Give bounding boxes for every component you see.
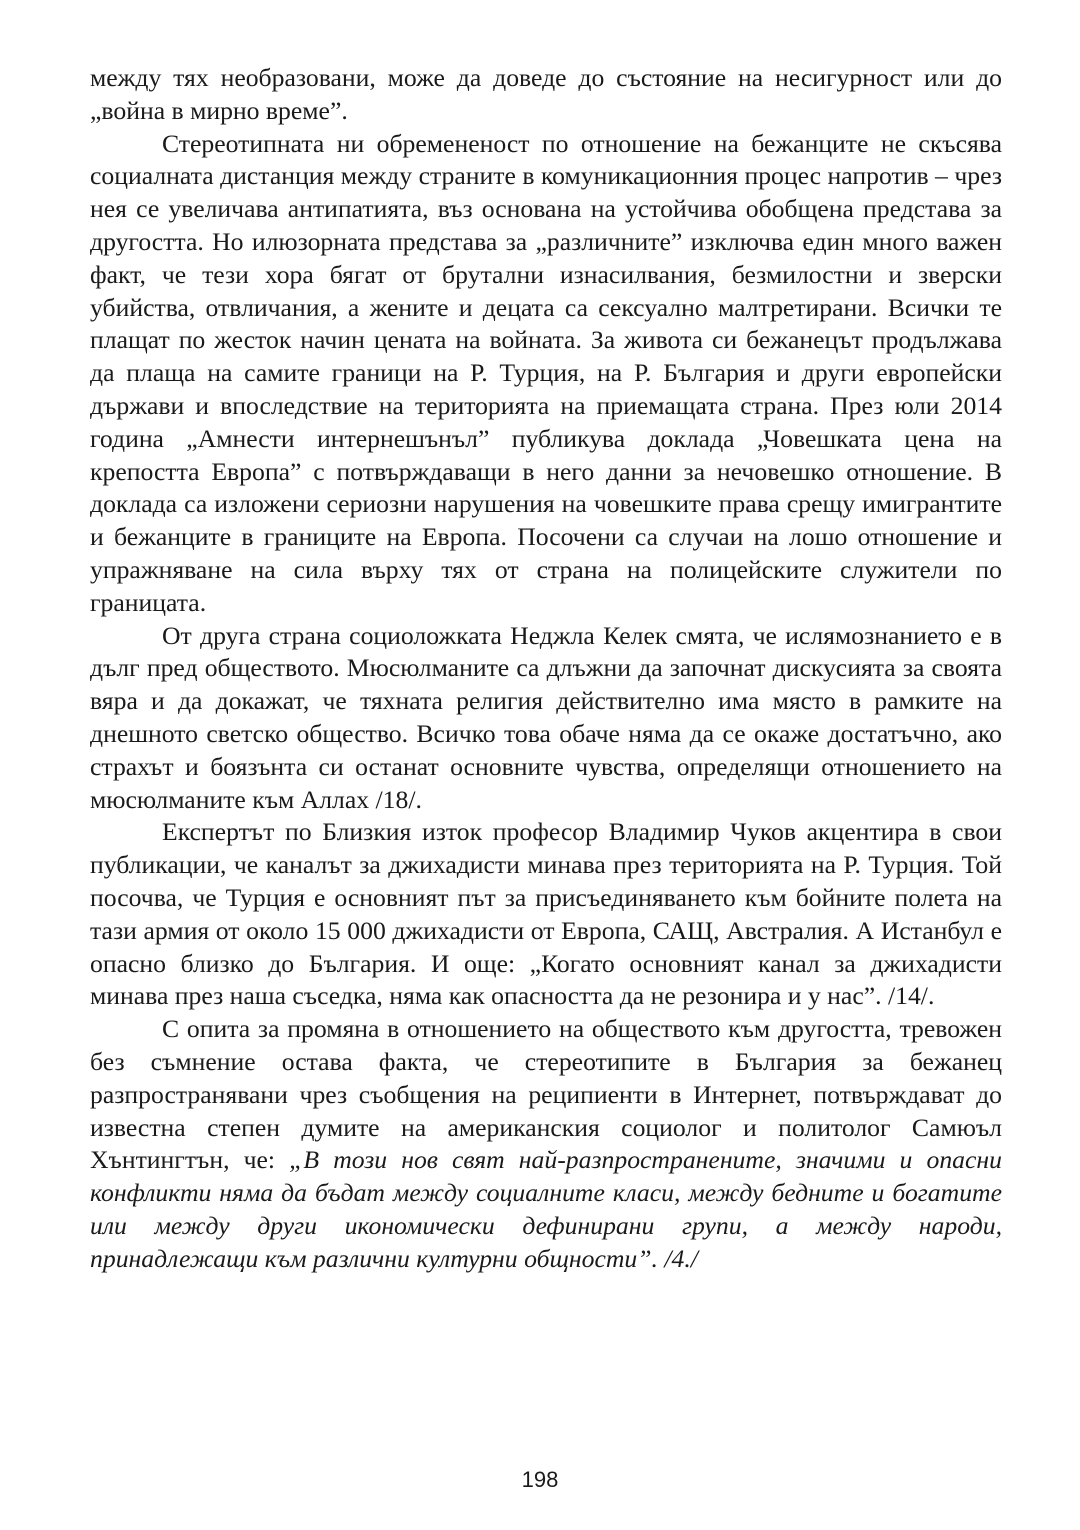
paragraph-chukov: Експертът по Близкия изток професор Владимир Чуков акцентира в свои публикации, че каналът за джихадисти минава през територията на Р. Турция. Той посочва, че Турция е основният път за присъединяването към бойните полета на тази армия от около 15 000 джихадисти от Европа, САЩ, Австралия. А Истанбул е опасно близко до България. И още: „Когато основният канал за джихадисти минава през наша съседка, няма как опасността да не резонира и у нас”. /14/.	[90, 817, 1002, 1011]
page-number: 198	[521, 1467, 559, 1492]
paragraph-huntington-text: С опита за промяна в отношението на обществото към другостта, тревожен без съмнение остава факта, че стереотипите в България за бежанец разпространявани чрез съобщения на реципиенти в Интернет, потвърждават до известна степен думите на американския социолог и политолог Самюъл Хънтингтън, че:	[90, 1014, 1002, 1175]
paragraph-continuation: между тях необразовани, може да доведе до състояние на несигурност или до „война в мирно време”.	[90, 63, 1002, 125]
paragraph-kelek: От друга страна социоложката Неджла Келек смята, че ислямознанието е в дълг пред обществото. Мюсюлманите са длъжни да започнат дискусията за своята вяра и да докажат, че тяхната религия действително има място в рамките на днешното светско общество. Всичко това обаче няма да се окаже достатъчно, ако страхът и боязънта си останат основните чувства, определящи отношението на мюсюлманите към Аллах /18/.	[90, 620, 1002, 814]
paragraph-huntington	[90, 1013, 1002, 1275]
paragraph-refugee-stereotypes: Стереотипната ни обремененост по отношение на бежанците не скъсява социалната дистанция между страните в комуникационния процес напротив – чрез нея се увеличава антипатията, въз основана на устойчива обобщена представа за другостта. Но илюзорната представа за „различните” изключва един много важен факт, че тези хора бягат от брутални изнасилвания, безмилостни и зверски убийства, отвличания, а жените и децата са сексуално малтретирани. Всички те плащат по жесток начин цената на войната. За живота си бежанецът продължава да плаща на самите граници на Р. Турция, на Р. България и други европейски държави и впоследствие на територията на приемащата страна. През юли 2014 година „Амнести интернешънъл” публикува доклада „Човешката цена на крепостта Европа” с потвърждаващи в него данни за нечовешко отношение. В доклада са изложени сериозни нарушения на човешките права срещу имигрантите и бежанците в границите на Европа. Посочени са случаи на лошо отношение и упражняване на сила върху тях от страна на полицейските служители по границата.	[90, 128, 1002, 617]
huntington-quote: „В този нов свят най-разпространените, значими и опасни конфликти няма да бъдат между социалните класи, между бедните и богатите или между други икономически дефинирани групи, а между народи, принадлежащи към различни културни общности”. /4./	[90, 1145, 1002, 1273]
page-body	[90, 62, 1002, 1275]
